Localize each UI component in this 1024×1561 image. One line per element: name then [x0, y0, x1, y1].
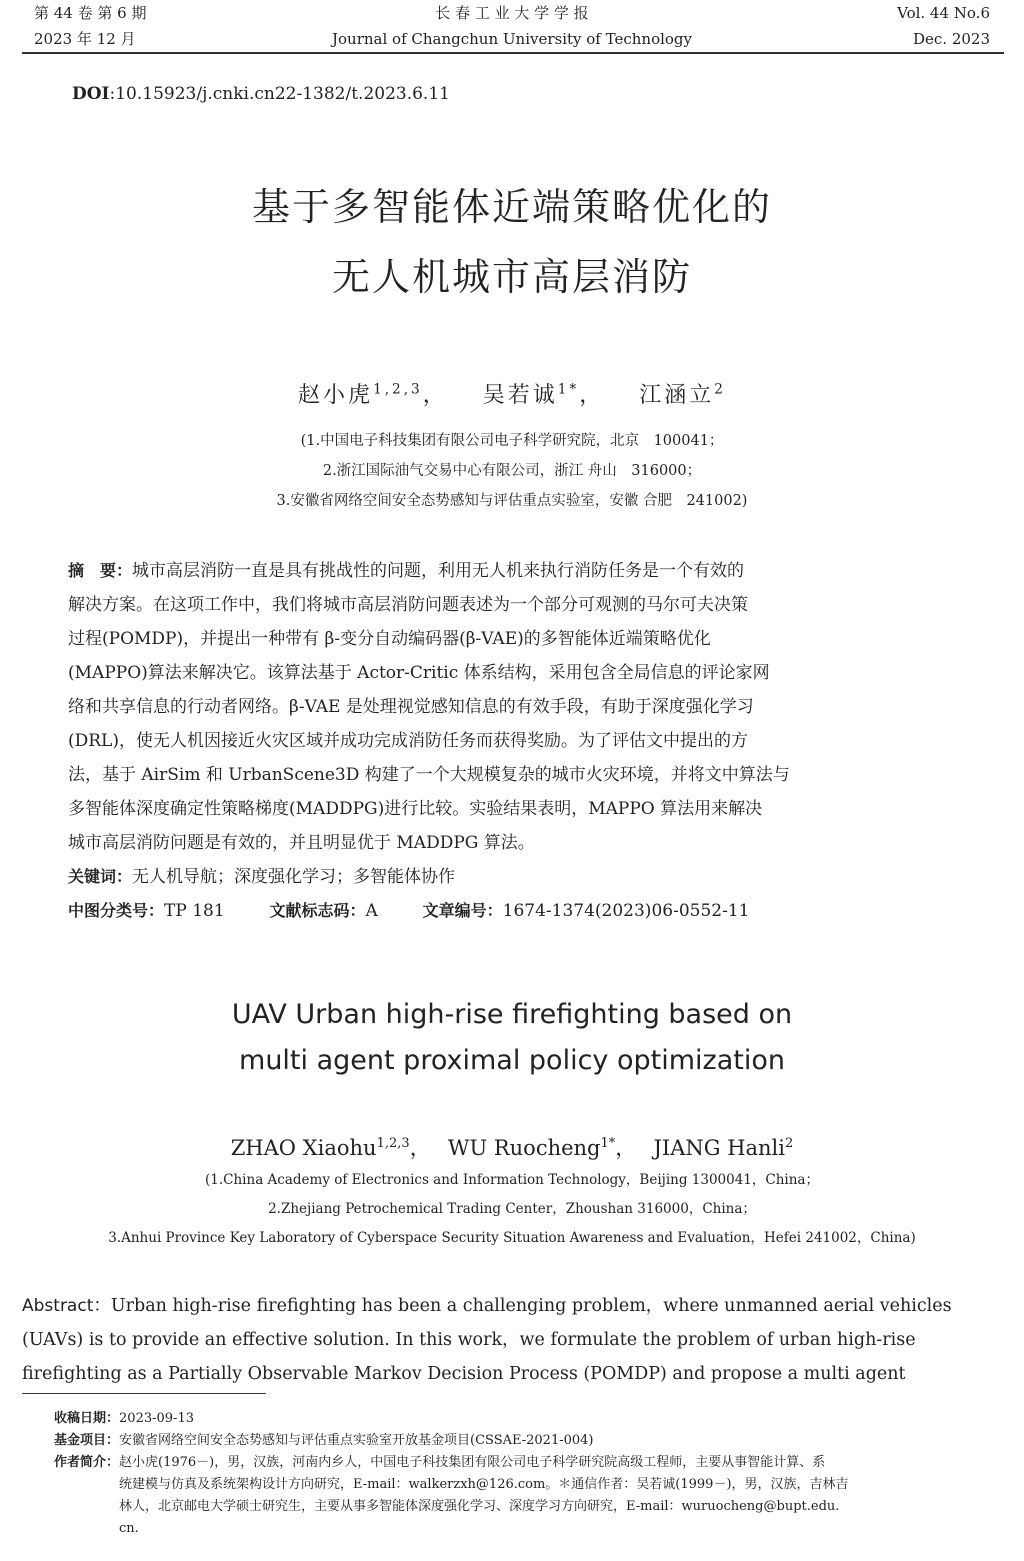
title-en-line2: multi agent proximal policy optimization — [239, 1045, 785, 1076]
fund-project: 基金项目：安徽省网络空间安全态势感知与评估重点实验室开放基金项目(CSSAE-2021-004) — [54, 1433, 594, 1448]
abstract-en-label: Abstract — [22, 1296, 94, 1316]
author-zh-3: 江涵立$^2$ — [639, 381, 726, 408]
keywords-zh-value: 无人机导航；深度强化学习；多智能体协作 — [132, 867, 456, 887]
author-bio-line: 赵小虎(1976－)，男，汉族，河南内乡人，中国电子科技集团有限公司电子科学研究院高级工程师，主要从事智能计算、系 — [119, 1455, 826, 1470]
abstract-zh-line: 解决方案。在这项工作中，我们将城市高层消防问题表述为一个部分可观测的马尔可夫决策 — [68, 595, 748, 615]
received-date: 收稿日期：2023-09-13 — [54, 1411, 194, 1426]
author-bio: 作者简介： 赵小虎(1976－)，男，汉族，河南内乡人，中国电子科技集团有限公司电子科学研究院高级工程师，主要从事智能计算、系 统建模与仿真及系统架构设计方向研究，E-mail：walkerzxh@126.com。＊通信作者：吴若诚(1999－)，男，汉族，吉林吉 林人，北京邮电大学硕士研究生，主要从事多智能体深度强化学习、深度学习方向研究，E-mail：wuruocheng@bupt.edu. cn. — [54, 1452, 1004, 1540]
author-bio-line: 林人，北京邮电大学硕士研究生，主要从事多智能体深度强化学习、深度学习方向研究，E-mail：wuruocheng@bupt.edu. — [119, 1499, 840, 1514]
affiliation-en-1: (1.China Academy of Electronics and Information Technology，Beijing 1300041，China； — [205, 1172, 819, 1188]
authors-en — [0, 1132, 1024, 1162]
title-zh — [0, 184, 1024, 300]
affiliations-en — [0, 1166, 1024, 1253]
author-zh-2: 吴若诚$^{1*}$， — [482, 381, 605, 408]
journal-name — [0, 0, 1024, 52]
authors-zh — [0, 378, 1024, 409]
author-en-3: JIANG Hanli$^2$ — [653, 1136, 794, 1160]
affiliation-zh-3: 3.安徽省网络空间安全态势感知与评估重点实验室，安徽 合肥 241002) — [276, 493, 748, 509]
title-zh-line2: 无人机城市高层消防 — [331, 255, 692, 299]
abstract-zh-line: 摘 要：城市高层消防一直是具有挑战性的问题，利用无人机来执行消防任务是一个有效的 — [68, 561, 745, 581]
classification-line: 中图分类号：TP 181 文献标志码：A 文章编号：1674-1374(2023)06-0552-11 — [68, 901, 750, 921]
doi-label: DOI — [72, 84, 110, 104]
clc-value: TP 181 — [164, 901, 225, 921]
journal-volume-en — [897, 0, 990, 52]
doi-link[interactable]: :10.15923/j.cnki.cn22-1382/t.2023.6.11 — [109, 84, 450, 104]
title-en — [0, 992, 1024, 1084]
footnotes — [54, 1408, 1004, 1540]
abstract-zh-label: 摘 要 — [68, 561, 117, 580]
author-zh-1: 赵小虎$^{1,2,3}$， — [298, 381, 448, 408]
author-en-1: ZHAO Xiaohu$^{1,2,3}$， — [230, 1136, 431, 1160]
abstract-en — [22, 1289, 1004, 1391]
affiliation-zh-1: (1.中国电子科技集团有限公司电子科学研究院，北京 100041； — [300, 433, 724, 449]
author-bio-line: 统建模与仿真及系统架构设计方向研究，E-mail：walkerzxh@126.com。＊通信作者：吴若诚(1999－)，男，汉族，吉林吉 — [119, 1477, 849, 1492]
article-no-value: 1674-1374(2023)06-0552-11 — [502, 901, 750, 921]
affiliation-en-3: 3.Anhui Province Key Laboratory of Cyberspace Security Situation Awareness and Evaluation，Hefei 241002，China) — [108, 1230, 916, 1246]
author-en-2: WU Ruocheng$^{1*}$， — [447, 1136, 637, 1160]
affiliations-zh — [0, 426, 1024, 516]
doc-code-value: A — [365, 901, 378, 921]
abstract-zh-line: (MAPPO)算法来解决它。该算法基于 Actor-Critic 体系结构，采用包含全局信息的评论家网 — [68, 663, 770, 683]
doi — [72, 84, 450, 104]
abstract-en-line: firefighting as a Partially Observable Markov Decision Process (POMDP) and propose a multi agent — [22, 1364, 906, 1384]
affiliation-zh-2: 2.浙江国际油气交易中心有限公司，浙江 舟山 316000； — [322, 463, 702, 479]
footnote-rule — [22, 1393, 266, 1394]
volume-issue-zh: 第 44 卷 第 6 期 — [34, 4, 147, 22]
title-en-line1: UAV Urban high-rise firefighting based on — [231, 999, 793, 1030]
title-zh-line1: 基于多智能体近端策略优化的 — [251, 185, 772, 229]
journal-name-en: Journal of Changchun University of Technology — [332, 30, 692, 48]
abstract-zh — [68, 554, 956, 928]
issue-date-zh: 2023 年 12 月 — [34, 30, 136, 48]
abstract-zh-line: 法，基于 AirSim 和 UrbanScene3D 构建了一个大规模复杂的城市火灾环境，并将文中算法与 — [68, 765, 790, 785]
abstract-en-line: (UAVs) is to provide an effective solution. In this work，we formulate the problem of urban high-rise — [22, 1330, 916, 1350]
affiliation-en-2: 2.Zhejiang Petrochemical Trading Center，Zhoushan 316000，China； — [268, 1201, 756, 1217]
volume-issue-en: Vol. 44 No.6 — [897, 4, 990, 22]
header-rule — [22, 52, 1004, 54]
doc-code-label: 文献标志码 — [269, 901, 350, 920]
issue-date-en: Dec. 2023 — [912, 30, 990, 48]
article-no-label: 文章编号 — [422, 901, 487, 920]
abstract-zh-line: 络和共享信息的行动者网络。β-VAE 是处理视觉感知信息的有效手段，有助于深度强化学习 — [68, 697, 754, 717]
keywords-zh: 关键词：无人机导航；深度强化学习；多智能体协作 — [68, 867, 456, 887]
keywords-zh-label: 关键词 — [68, 867, 117, 886]
abstract-zh-line: 多智能体深度确定性策略梯度(MADDPG)进行比较。实验结果表明，MAPPO 算法用来解决 — [68, 799, 763, 819]
clc-label: 中图分类号 — [68, 901, 149, 920]
author-bio-line: cn. — [119, 1521, 139, 1536]
abstract-zh-line: 城市高层消防问题是有效的，并且明显优于 MADDPG 算法。 — [68, 833, 535, 853]
abstract-zh-line: 过程(POMDP)，并提出一种带有 β-变分自动编码器(β-VAE)的多智能体近端策略优化 — [68, 629, 711, 649]
journal-name-zh: 长 春 工 业 大 学 学 报 — [435, 4, 589, 22]
abstract-zh-line: (DRL)，使无人机因接近火灾区域并成功完成消防任务而获得奖励。为了评估文中提出的方 — [68, 731, 748, 751]
abstract-en-line: Abstract：Urban high-rise firefighting has been a challenging problem，where unmanned aerial vehicles — [22, 1296, 952, 1316]
